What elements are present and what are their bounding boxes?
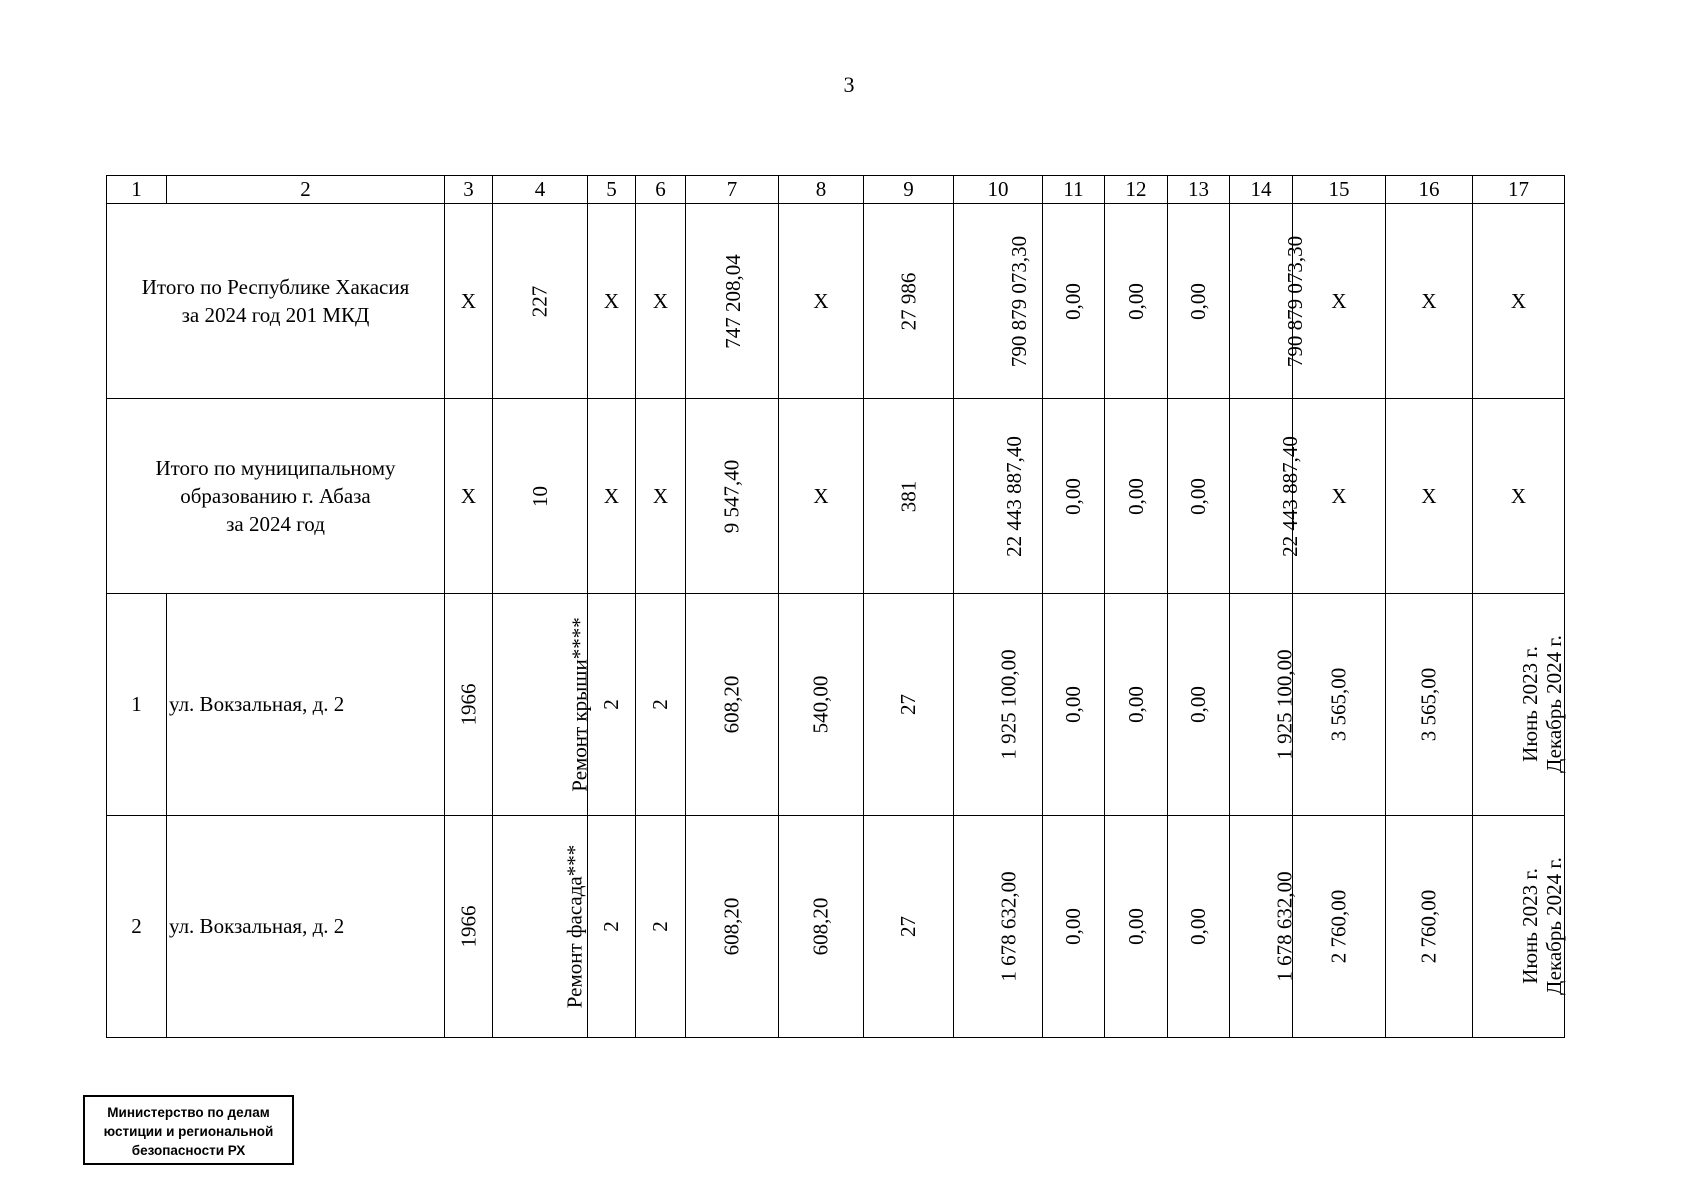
cell xyxy=(1168,204,1230,399)
cell-value: 1 925 100,00 xyxy=(996,649,1021,760)
cell xyxy=(1105,816,1168,1038)
cell-value: 1 678 632,00 xyxy=(996,871,1021,982)
cell xyxy=(636,594,686,816)
row-number: 1 xyxy=(107,594,167,816)
cell-value: 0,00 xyxy=(1186,908,1210,945)
cell xyxy=(636,816,686,1038)
cell-value: 27 xyxy=(896,694,920,715)
cell xyxy=(588,816,636,1038)
cell-value: 608,20 xyxy=(719,897,744,956)
cell xyxy=(1168,594,1230,816)
cell xyxy=(864,399,954,594)
table-row xyxy=(107,594,1565,816)
cell xyxy=(493,594,592,816)
cell: X xyxy=(779,204,864,399)
cell-value: 2 760,00 xyxy=(1326,889,1351,964)
cell-value: 0,00 xyxy=(1061,908,1085,945)
cell: X xyxy=(445,399,493,594)
cell-value: 1966 xyxy=(456,905,480,948)
col-header: 17 xyxy=(1473,176,1565,204)
cell xyxy=(1043,204,1105,399)
cell xyxy=(1043,399,1105,594)
row-number: 2 xyxy=(107,816,167,1038)
cell-value: 9 547,40 xyxy=(719,459,744,533)
cell-value: 0,00 xyxy=(1186,686,1210,723)
cell-value: Ремонт крыши**** xyxy=(567,617,592,792)
cell-value: 0,00 xyxy=(1123,282,1148,320)
cell xyxy=(1230,399,1302,594)
cell-value: 608,20 xyxy=(719,675,744,734)
total-municipal-row xyxy=(107,399,1565,594)
period-cell xyxy=(1473,816,1565,1038)
period-text xyxy=(1518,857,1566,995)
stamp-line: безопасности РХ xyxy=(131,1143,246,1158)
cell xyxy=(588,594,636,816)
cell xyxy=(493,816,588,1038)
cell: X xyxy=(779,399,864,594)
total-republic-row xyxy=(107,204,1565,399)
cell xyxy=(954,594,1043,816)
cell xyxy=(1043,816,1105,1038)
cell xyxy=(493,399,588,594)
cell-value: 10 xyxy=(527,485,552,507)
table-row xyxy=(107,816,1565,1038)
cell xyxy=(1230,816,1297,1038)
label-line: Итого по муниципальному xyxy=(155,456,396,480)
total-municipal-label xyxy=(107,399,445,594)
total-republic-label xyxy=(107,204,445,399)
label-line: Итого по Республике Хакасия xyxy=(141,275,410,299)
col-header: 16 xyxy=(1386,176,1473,204)
stamp-line: юстиции и региональной xyxy=(103,1124,274,1139)
cell-value: 0,00 xyxy=(1061,477,1085,515)
col-header: 8 xyxy=(779,176,864,204)
cell xyxy=(1168,399,1230,594)
cell-value: 608,20 xyxy=(808,897,833,956)
cell: X xyxy=(588,204,636,399)
cell-value: 2 xyxy=(599,921,623,932)
cell xyxy=(1293,816,1386,1038)
cell: X xyxy=(1473,204,1565,399)
cell xyxy=(954,816,1043,1038)
cell-value: 2 xyxy=(648,699,672,710)
cell-value: 27 xyxy=(896,916,920,937)
cell xyxy=(1230,594,1297,816)
period-start: Июнь 2023 г. xyxy=(1517,868,1542,984)
period-end: Декабрь 2024 г. xyxy=(1541,857,1566,995)
cell-value: 2 760,00 xyxy=(1416,889,1441,964)
cell-value: 0,00 xyxy=(1061,686,1085,723)
col-header: 3 xyxy=(445,176,493,204)
cell-value: 381 xyxy=(896,480,920,512)
cell xyxy=(445,594,493,816)
label-line: за 2024 год xyxy=(226,512,325,536)
cell xyxy=(686,204,779,399)
cell-value: 747 208,04 xyxy=(720,253,745,349)
cell-value: 0,00 xyxy=(1186,477,1210,515)
cell: X xyxy=(1386,399,1473,594)
period-start: Июнь 2023 г. xyxy=(1517,646,1542,762)
cell xyxy=(445,816,493,1038)
cell xyxy=(779,816,864,1038)
cell-value: 2 xyxy=(648,921,672,932)
cell-value: 0,00 xyxy=(1061,282,1085,320)
cell-value: 2 xyxy=(599,699,623,710)
cell-value: 3 565,00 xyxy=(1326,667,1351,742)
cell-value: 0,00 xyxy=(1123,477,1148,515)
cell-value: 0,00 xyxy=(1123,908,1148,945)
cell: X xyxy=(1293,204,1386,399)
cell: X xyxy=(588,399,636,594)
col-header: 5 xyxy=(588,176,636,204)
cell xyxy=(686,399,779,594)
cell xyxy=(1293,594,1386,816)
cell: X xyxy=(636,399,686,594)
col-header: 4 xyxy=(493,176,588,204)
col-header: 9 xyxy=(864,176,954,204)
ministry-stamp xyxy=(83,1095,294,1165)
cell-value: 227 xyxy=(527,285,552,317)
col-header: 11 xyxy=(1043,176,1105,204)
cell xyxy=(686,594,779,816)
cell-value: 790 879 073,30 xyxy=(1007,235,1032,367)
col-header: 10 xyxy=(954,176,1043,204)
column-number-row xyxy=(107,176,1565,204)
cell-value: 1966 xyxy=(456,683,480,726)
cell xyxy=(1386,816,1473,1038)
cell xyxy=(1105,594,1168,816)
col-header: 15 xyxy=(1293,176,1386,204)
cell xyxy=(1386,594,1473,816)
col-header: 6 xyxy=(636,176,686,204)
col-header: 14 xyxy=(1230,176,1293,204)
cell-value: 0,00 xyxy=(1123,686,1148,723)
col-header: 1 xyxy=(107,176,167,204)
cell-value: 1 678 632,00 xyxy=(1272,871,1297,982)
period-text xyxy=(1518,635,1566,773)
cell xyxy=(1043,594,1105,816)
col-header: 2 xyxy=(167,176,445,204)
address-cell: ул. Вокзальная, д. 2 xyxy=(167,594,445,816)
label-line: за 2024 год 201 МКД xyxy=(181,303,370,327)
cell xyxy=(1105,399,1168,594)
cell xyxy=(686,816,779,1038)
cell xyxy=(779,594,864,816)
period-cell xyxy=(1473,594,1565,816)
col-header: 12 xyxy=(1105,176,1168,204)
cell: X xyxy=(1293,399,1386,594)
col-header: 13 xyxy=(1168,176,1230,204)
cell xyxy=(954,399,1043,594)
cell xyxy=(864,594,954,816)
cell: X xyxy=(1386,204,1473,399)
address-cell: ул. Вокзальная, д. 2 xyxy=(167,816,445,1038)
cell: X xyxy=(445,204,493,399)
cell-value: 22 443 887,40 xyxy=(1277,435,1302,557)
page-number: 3 xyxy=(843,72,855,97)
cell-value: 3 565,00 xyxy=(1416,667,1441,742)
cell-value: 790 879 073,30 xyxy=(1283,235,1308,367)
cell xyxy=(1105,204,1168,399)
period-end: Декабрь 2024 г. xyxy=(1541,635,1566,773)
col-header: 7 xyxy=(686,176,779,204)
cell-value: 540,00 xyxy=(808,675,833,734)
cell-value: Ремонт фасада*** xyxy=(562,844,587,1009)
label-line: образованию г. Абаза xyxy=(180,484,371,508)
cell: X xyxy=(1473,399,1565,594)
cell-value: 1 925 100,00 xyxy=(1272,649,1297,760)
stamp-line: Министерство по делам xyxy=(107,1105,270,1120)
cell xyxy=(864,816,954,1038)
cell xyxy=(1168,816,1230,1038)
cell-value: 22 443 887,40 xyxy=(1001,435,1026,557)
cell xyxy=(1230,204,1308,399)
cell-value: 0,00 xyxy=(1186,282,1210,320)
cell xyxy=(493,204,588,399)
cell xyxy=(864,204,954,399)
cell-value: 27 986 xyxy=(896,272,920,330)
cell: X xyxy=(636,204,686,399)
repair-register-table xyxy=(106,175,1565,1038)
cell xyxy=(954,204,1043,399)
